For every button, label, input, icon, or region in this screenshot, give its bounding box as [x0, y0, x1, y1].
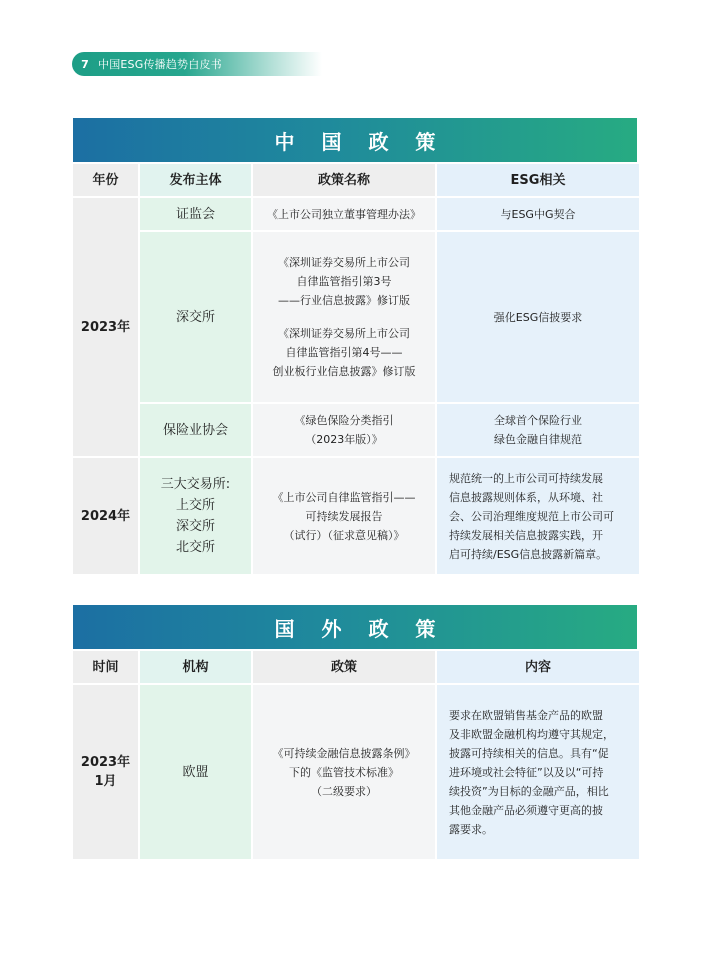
policy-cell [253, 685, 435, 859]
issuer-cell: 保险业协会 [140, 404, 251, 456]
content-line: 进环境或社会特征”以及以“可持 [449, 765, 604, 779]
time-cell [73, 685, 138, 859]
esg-cell: 强化ESG信披要求 [437, 232, 639, 402]
policy-cell [253, 232, 435, 402]
page-header [72, 52, 322, 76]
col-header-esg: ESG相关 [437, 164, 639, 196]
time-line: 1月 [94, 774, 117, 789]
content-line: 续投资”为目标的金融产品，相比 [449, 784, 609, 798]
policy-line: ——行业信息披露》修订版 [278, 294, 410, 307]
issuer-line: 上交所 [175, 498, 215, 513]
china-policy-banner: 中 国 政 策 [73, 118, 637, 162]
foreign-policy-table [73, 605, 637, 859]
esg-cell [437, 458, 639, 574]
year-cell-2024: 2024年 [73, 458, 138, 574]
page-number: 7 [81, 57, 89, 71]
issuer-cell [140, 458, 251, 574]
policy-line: 《深圳证券交易所上市公司 [278, 256, 410, 269]
esg-line: 规范统一的上市公司可持续发展 [449, 471, 603, 485]
policy-line: 创业板行业信息披露》修订版 [272, 365, 416, 378]
policy-line: （2023年版）》 [305, 433, 383, 446]
esg-line: 启可持续/ESG信息披露新篇章。 [449, 547, 608, 561]
issuer-line: 深交所 [175, 519, 215, 534]
content-line: 及非欧盟金融机构均遵守其规定， [449, 727, 614, 741]
policy-line: （试行）（征求意见稿）》 [283, 528, 405, 542]
policy-cell [253, 458, 435, 574]
document-title: 中国ESG传播趋势白皮书 [98, 58, 222, 71]
col-header-policy-name: 政策名称 [253, 164, 435, 196]
esg-cell: 与ESG中G契合 [437, 198, 639, 230]
policy-line: 自律监管指引第3号 [296, 275, 392, 288]
issuer-line: 北交所 [175, 540, 215, 555]
foreign-policy-banner: 国 外 政 策 [73, 605, 637, 649]
col-header-time: 时间 [73, 651, 138, 683]
issuer-cell: 深交所 [140, 232, 251, 402]
org-cell: 欧盟 [140, 685, 251, 859]
content-line: 要求在欧盟销售基金产品的欧盟 [449, 708, 603, 722]
col-header-content: 内容 [437, 651, 639, 683]
issuer-line: 三大交易所: [160, 477, 231, 492]
policy-line: （二级要求） [311, 784, 377, 798]
year-cell-2023: 2023年 [73, 198, 138, 456]
policy-cell: 《上市公司独立董事管理办法》 [253, 198, 435, 230]
esg-cell [437, 404, 639, 456]
issuer-cell: 证监会 [140, 198, 251, 230]
policy-line: 《可持续金融信息披露条例》 [272, 746, 416, 760]
col-header-policy: 政策 [253, 651, 435, 683]
policy-line: 《深圳证券交易所上市公司 [278, 327, 410, 340]
policy-line: 可持续发展报告 [305, 509, 383, 523]
policy-line: 下的《监管技术标准》 [289, 765, 399, 779]
content-line: 披露可持续相关的信息。具有“促 [449, 746, 609, 760]
policy-line: 自律监管指引第4号—— [285, 346, 403, 359]
esg-line: 信息披露规则体系，从环境、社 [449, 490, 603, 504]
esg-line: 会、公司治理维度规范上市公司可 [449, 509, 614, 523]
time-line: 2023年 [80, 755, 131, 770]
col-header-org: 机构 [140, 651, 251, 683]
content-line: 其他金融产品必须遵守更高的披 [449, 803, 603, 817]
policy-line: 《上市公司自律监管指引—— [272, 490, 416, 504]
content-line: 露要求。 [449, 822, 493, 836]
col-header-year: 年份 [73, 164, 138, 196]
esg-line: 持续发展相关信息披露实践，开 [449, 528, 603, 542]
china-policy-table [73, 118, 637, 574]
esg-line: 全球首个保险行业 [494, 414, 582, 427]
col-header-issuer: 发布主体 [140, 164, 251, 196]
policy-line: 《绿色保险分类指引 [294, 414, 394, 427]
esg-line: 绿色金融自律规范 [494, 433, 582, 446]
policy-cell [253, 404, 435, 456]
content-cell [437, 685, 639, 859]
